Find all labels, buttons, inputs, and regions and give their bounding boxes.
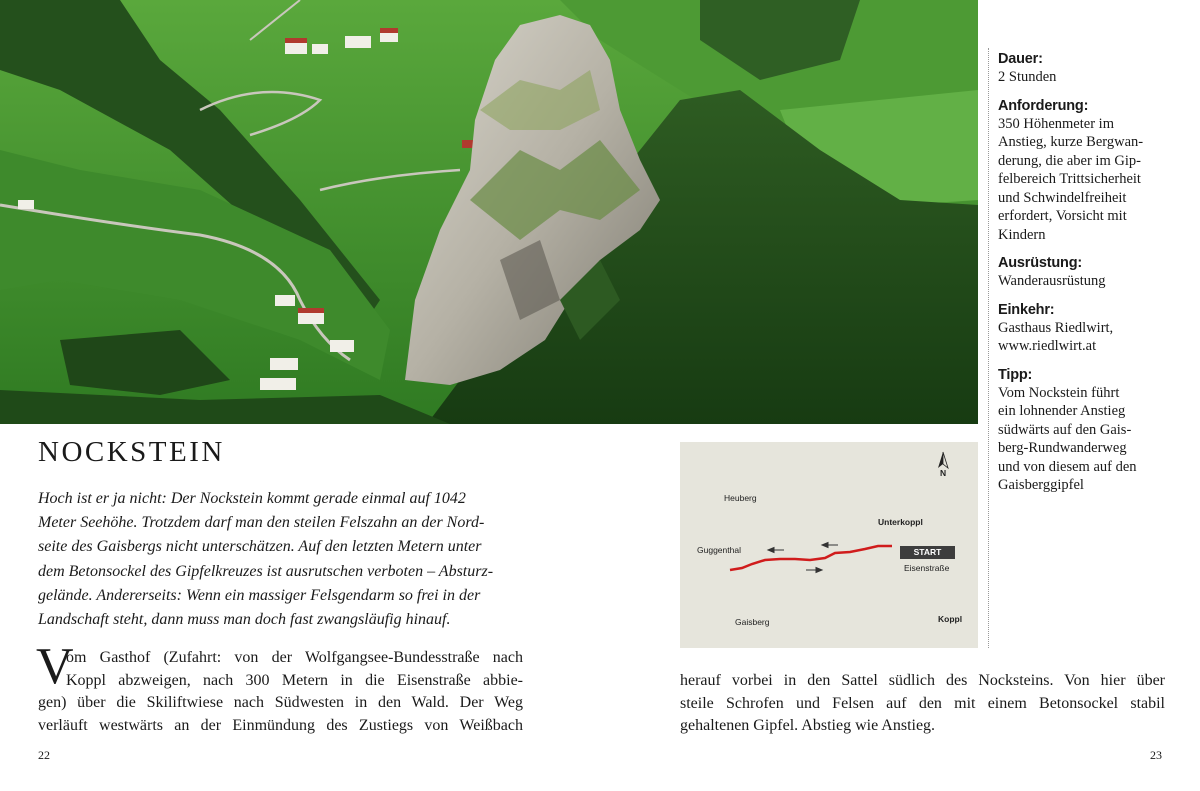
landscape-image — [0, 0, 978, 424]
info-label: Anforderung: — [998, 97, 1089, 114]
info-text: Gasthaus Riedlwirt, www.riedlwirt.at — [998, 319, 1114, 354]
map-label-heuberg: Heuberg — [724, 493, 757, 503]
route-map — [680, 442, 978, 648]
route-line — [730, 546, 892, 570]
direction-arrow-icon — [806, 568, 822, 573]
map-label-eisenstrasse: Eisenstraße — [904, 563, 950, 573]
article-body-left — [38, 647, 523, 737]
body-line: Koppl abzweigen, nach 300 Metern in die Eisenstraße abbie- — [66, 671, 523, 689]
drop-cap: V — [36, 638, 74, 695]
body-line: verläuft westwärts an der Einmündung des Zustiegs von Weißbach — [38, 716, 523, 734]
info-equipment — [998, 254, 1188, 291]
info-text: Wanderausrüstung — [998, 273, 1106, 289]
info-text: 2 Stunden — [998, 69, 1057, 85]
body-line: gen) über die Skiliftwiese nach Südwesten in den Wald. Der Weg — [38, 694, 523, 711]
info-label: Dauer: — [998, 51, 1043, 67]
body-line: om Gasthof (Zufahrt: von der Wolfgangsee-Bundesstraße nach — [66, 649, 523, 666]
nockstein-photo — [0, 0, 978, 424]
info-label: Tipp: — [998, 366, 1033, 383]
info-text: Vom Nockstein führt ein lohnender Anstieg südwärts auf den Gais- berg-Rundwanderweg und von diesem auf den Gaisberggipfel — [998, 384, 1137, 493]
info-text: 350 Höhenmeter im Anstieg, kurze Bergwan- derung, die aber im Gip- felbereich Trittsicherheit und Schwindelfreiheit erfordert, Vorsicht mit Kindern — [998, 115, 1144, 243]
info-label: Ausrüstung: — [998, 255, 1082, 271]
map-label-guggenthal: Guggenthal — [697, 545, 741, 555]
page-number-right: 23 — [1150, 748, 1162, 762]
body-line: steile Schrofen und Felsen auf den mit einem Betonsockel stabil — [680, 694, 1165, 712]
direction-arrow-icon — [822, 543, 838, 548]
map-start-marker: START — [900, 546, 955, 559]
page-number-left: 22 — [38, 748, 50, 762]
article-intro: Hoch ist er ja nicht: Der Nockstein kommt gerade einmal auf 1042 Meter Seehöhe. Trotzdem darf man den steilen Felszahn an der Nord- seite des Gaisbergs nicht unterschätzen. Auf den letzten Metern unter dem Betonsockel des Gipfelkreuzes ist ausrutschen verboten – Absturz- gelände. Andererseits: Wenn ein massiger Felsgendarm so frei in der Landschaft steht, dann muss man doch fast zwangsläufig hinauf. — [38, 490, 494, 629]
article-body-right — [680, 670, 1165, 738]
article-title: NOCKSTEIN — [38, 436, 225, 468]
info-stop — [998, 301, 1188, 356]
info-label: Einkehr: — [998, 301, 1055, 318]
info-tip — [998, 366, 1188, 495]
map-label-gaisberg: Gaisberg — [735, 617, 770, 627]
column-divider — [988, 48, 989, 648]
info-requirement — [998, 97, 1188, 245]
north-arrow-icon — [938, 452, 948, 468]
info-duration — [998, 50, 1188, 87]
map-label-north: N — [940, 468, 947, 478]
map-label-unterkoppl: Unterkoppl — [878, 517, 923, 527]
body-line: gehaltenen Gipfel. Abstieg wie Anstieg. — [680, 717, 936, 734]
info-sidebar — [998, 50, 1188, 505]
direction-arrow-icon — [768, 548, 784, 553]
map-label-koppl: Koppl — [938, 614, 963, 624]
body-line: herauf vorbei in den Sattel südlich des Nocksteins. Von hier über — [680, 672, 1165, 689]
